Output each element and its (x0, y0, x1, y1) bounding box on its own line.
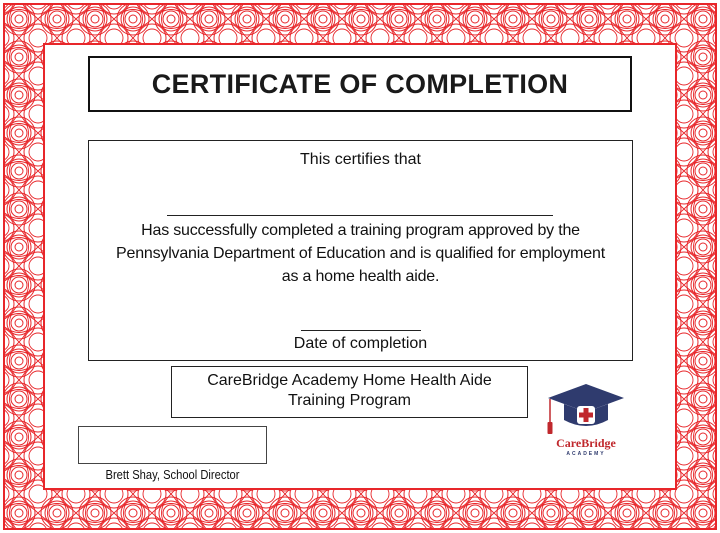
certificate-title: CERTIFICATE OF COMPLETION (151, 68, 569, 99)
logo-name: CareBridge (556, 436, 616, 450)
completion-statement (89, 219, 632, 288)
recipient-name-line (167, 215, 553, 216)
program-line-2: Training Program (287, 392, 411, 409)
certificate-body-box (88, 140, 633, 361)
statement-line-1: Has successfully completed a training program approved by the (141, 222, 580, 239)
statement-line-2: Pennsylvania Department of Education and is qualified for employment (116, 245, 605, 262)
signature-box (78, 426, 267, 464)
carebridge-logo (536, 378, 636, 468)
graduation-cap-cross-icon (536, 378, 636, 438)
date-line (301, 330, 421, 331)
signer-label: Brett Shay, School Director (105, 467, 240, 482)
certifies-text: This certifies that (300, 151, 421, 168)
program-line-1: CareBridge Academy Home Health Aide (207, 372, 492, 389)
logo-subtitle: ACADEMY (566, 451, 606, 457)
title-box (88, 56, 632, 112)
date-of-completion-label: Date of completion (293, 335, 428, 352)
statement-line-3: as a home health aide. (281, 268, 440, 285)
program-name-box (171, 366, 528, 418)
